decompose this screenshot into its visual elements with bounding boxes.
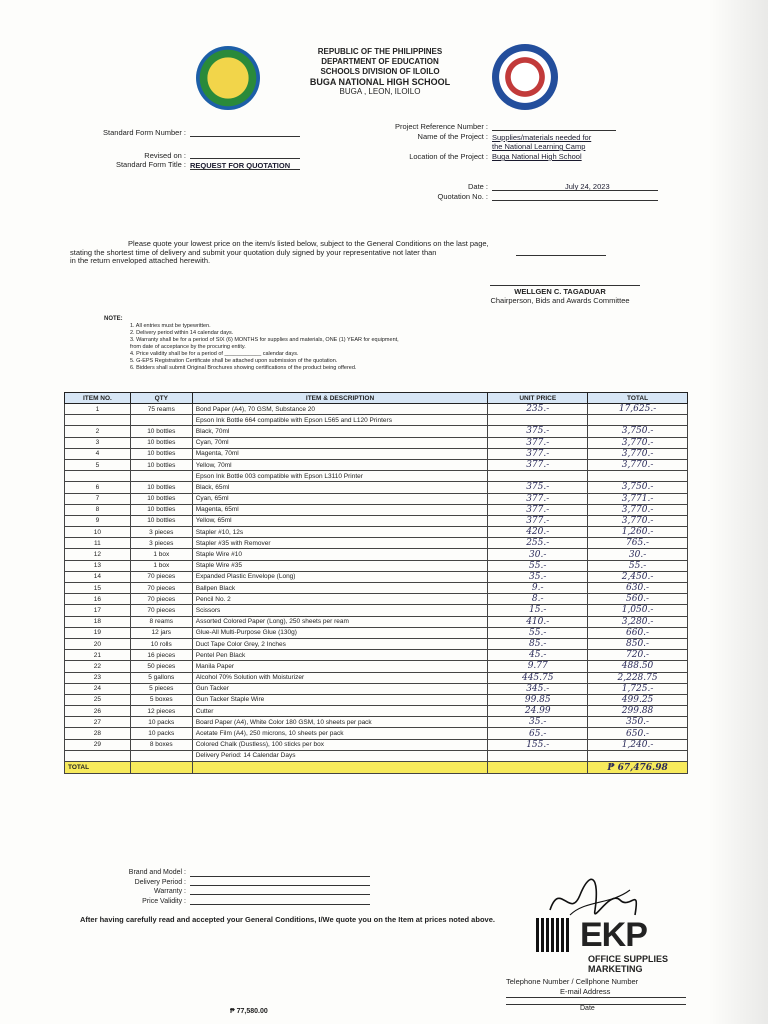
qty-cell: 8 boxes (130, 739, 192, 750)
qty-cell: 1 box (130, 549, 192, 560)
qty-cell: 12 jars (130, 627, 192, 638)
table-row (65, 560, 688, 571)
description-cell: Pencil No. 2 (192, 594, 488, 605)
total-cell: 2,228.75 (588, 672, 688, 683)
unit-price-cell: 375.- (488, 482, 588, 493)
qty-cell: 5 gallons (130, 672, 192, 683)
table-row (65, 661, 688, 672)
table-row (65, 515, 688, 526)
description-cell: Alcohol 70% Solution with Moisturizer (192, 672, 488, 683)
instructions-line1: Please quote your lowest price on the item/s listed below, subject to the General Conditions on the last page, (128, 239, 489, 248)
table-row (65, 616, 688, 627)
delivery-label: Delivery Period : (134, 878, 186, 886)
item-no-cell: 20 (65, 638, 131, 649)
total-cell: 488.50 (588, 661, 688, 672)
school-seal-icon (492, 44, 558, 110)
unit-price-cell: 65.- (488, 728, 588, 739)
unit-price-cell: 377.- (488, 437, 588, 448)
table-row (65, 672, 688, 683)
date-sign-label: Date (580, 1005, 595, 1012)
item-no-cell: 8 (65, 504, 131, 515)
instructions (70, 240, 590, 266)
description-cell: Yellow, 65ml (192, 515, 488, 526)
total-cell: 499.25 (588, 694, 688, 705)
qty-cell: 10 bottles (130, 515, 192, 526)
description-cell: Assorted Colored Paper (Long), 250 sheets per ream (192, 616, 488, 627)
qty-cell: 10 bottles (130, 504, 192, 515)
item-no-cell: 5 (65, 459, 131, 470)
item-no-cell: 9 (65, 515, 131, 526)
table-row (65, 594, 688, 605)
qty-cell: 70 pieces (130, 571, 192, 582)
deped-seal-icon (196, 46, 260, 110)
unit-price-cell: 24.99 (488, 706, 588, 717)
total-cell: 560.- (588, 594, 688, 605)
description-cell: Expanded Plastic Envelope (Long) (192, 571, 488, 582)
table-row (65, 415, 688, 426)
table-row (65, 571, 688, 582)
total-label: TOTAL (65, 762, 131, 774)
project-name-label: Name of the Project : (417, 132, 488, 141)
table-row (65, 437, 688, 448)
description-cell: Epson Ink Bottle 003 compatible with Epson L3110 Printer (192, 471, 488, 482)
description-cell: Bond Paper (A4), 70 GSM, Substance 20 (192, 404, 488, 415)
description-cell: Duct Tape Color Grey, 2 Inches (192, 638, 488, 649)
qty-cell: 10 bottles (130, 493, 192, 504)
qty-cell: 10 packs (130, 728, 192, 739)
item-no-cell: 15 (65, 583, 131, 594)
unit-price-cell: 155.- (488, 739, 588, 750)
total-cell (588, 750, 688, 761)
qty-cell: 5 pieces (130, 683, 192, 694)
table-row (65, 583, 688, 594)
project-reference-label: Project Reference Number : (395, 122, 488, 131)
description-cell: Staple Wire #10 (192, 549, 488, 560)
unit-price-cell: 8.- (488, 594, 588, 605)
qty-cell (130, 750, 192, 761)
table-row (65, 549, 688, 560)
item-no-cell: 29 (65, 739, 131, 750)
unit-price-cell: 9.77 (488, 661, 588, 672)
table-row (65, 448, 688, 459)
total-cell: 3,750.- (588, 482, 688, 493)
item-no-cell: 1 (65, 404, 131, 415)
supplier-stamp (530, 910, 690, 976)
table-row (65, 750, 688, 761)
item-no-cell: 21 (65, 650, 131, 661)
description-cell: Delivery Period: 14 Calendar Days (192, 750, 488, 761)
stamp-brand: EKP (580, 916, 647, 954)
project-name-line1: Supplies/materials needed for (492, 133, 592, 142)
standard-form-title: REQUEST FOR QUOTATION (190, 161, 291, 170)
quotation-table (64, 392, 688, 774)
description-cell: Colored Chalk (Dustless), 100 sticks per box (192, 739, 488, 750)
qty-cell: 50 pieces (130, 661, 192, 672)
item-no-cell: 28 (65, 728, 131, 739)
total-row (65, 762, 688, 774)
description-cell: Glue-All Multi-Purpose Glue (130g) (192, 627, 488, 638)
total-cell: 350.- (588, 717, 688, 728)
date-sign-line (506, 1004, 686, 1005)
table-row (65, 739, 688, 750)
item-no-cell: 6 (65, 482, 131, 493)
item-no-cell: 2 (65, 426, 131, 437)
unit-price-cell (488, 415, 588, 426)
description-cell: Staple Wire #35 (192, 560, 488, 571)
total-cell: 1,725.- (588, 683, 688, 694)
email-line (506, 997, 686, 998)
header-department: DEPARTMENT OF EDUCATION (321, 57, 439, 66)
validity-label: Price Validity : (142, 897, 186, 905)
total-cell: 850.- (588, 638, 688, 649)
qty-cell: 10 bottles (130, 459, 192, 470)
col-header-total: TOTAL (588, 393, 688, 404)
total-cell: 3,770.- (588, 515, 688, 526)
description-cell: Yellow, 70ml (192, 459, 488, 470)
description-cell: Gun Tacker (192, 683, 488, 694)
qty-cell: 10 packs (130, 717, 192, 728)
item-no-cell: 4 (65, 448, 131, 459)
standard-form-title-label: Standard Form Title : (115, 160, 186, 169)
item-no-cell: 27 (65, 717, 131, 728)
description-cell: Acetate Film (A4), 250 microns, 10 sheets per pack (192, 728, 488, 739)
instructions-line2: stating the shortest time of delivery and submit your quotation duly signed by your representative not later than (70, 247, 437, 257)
col-header-unit-price: UNIT PRICE (488, 393, 588, 404)
deadline-line (516, 255, 606, 256)
item-no-cell: 18 (65, 616, 131, 627)
bac-signatory (470, 287, 650, 305)
qty-cell: 10 bottles (130, 426, 192, 437)
table-row (65, 482, 688, 493)
qty-cell: 10 rolls (130, 638, 192, 649)
total-cell: 3,770.- (588, 504, 688, 515)
total-cell (588, 415, 688, 426)
item-no-cell: 17 (65, 605, 131, 616)
table-row (65, 728, 688, 739)
total-cell: 1,050.- (588, 605, 688, 616)
note-item: 4. Price validity shall be for a period of ____________ calendar days. (130, 351, 299, 357)
description-cell: Magenta, 70ml (192, 448, 488, 459)
note-item: from date of acceptance by the procuring entity. (130, 344, 246, 350)
total-cell: 2,450.- (588, 571, 688, 582)
revised-on-label: Revised on : (144, 151, 186, 160)
item-no-cell: 23 (65, 672, 131, 683)
qty-cell: 70 pieces (130, 594, 192, 605)
total-cell: 660.- (588, 627, 688, 638)
warranty-label: Warranty : (153, 888, 186, 895)
grand-total: ₱ 67,476.98 (588, 762, 688, 774)
unit-price-cell (488, 750, 588, 761)
qty-cell: 70 pieces (130, 605, 192, 616)
unit-price-cell: 55.- (488, 560, 588, 571)
qty-cell: 75 reams (130, 404, 192, 415)
date-label: Date : (467, 182, 488, 191)
total-cell: 3,280.- (588, 616, 688, 627)
note-title: NOTE: (104, 316, 123, 322)
header-school: BUGA NATIONAL HIGH SCHOOL (309, 77, 451, 87)
total-cell: 1,260.- (588, 527, 688, 538)
item-no-cell: 7 (65, 493, 131, 504)
table-row (65, 638, 688, 649)
table-row (65, 694, 688, 705)
unit-price-cell: 255.- (488, 538, 588, 549)
table-row (65, 426, 688, 437)
col-header-item-no: ITEM NO. (65, 393, 131, 404)
item-no-cell: 13 (65, 560, 131, 571)
stamp-emblem-icon (536, 918, 570, 952)
description-cell: Black, 65ml (192, 482, 488, 493)
description-cell: Epson Ink Bottle 664 compatible with Epson L565 and L120 Printers (192, 415, 488, 426)
table-row (65, 627, 688, 638)
unit-price-cell: 9.- (488, 583, 588, 594)
qty-cell: 10 bottles (130, 448, 192, 459)
qty-cell: 10 bottles (130, 437, 192, 448)
bidder-details (116, 868, 186, 906)
date-line (492, 190, 658, 191)
item-no-cell: 25 (65, 694, 131, 705)
project-reference-line (492, 130, 616, 131)
table-body (65, 404, 688, 762)
unit-price-cell: 345.- (488, 683, 588, 694)
letterhead (280, 47, 480, 97)
item-no-cell (65, 471, 131, 482)
item-no-cell (65, 415, 131, 426)
description-cell: Magenta, 65ml (192, 504, 488, 515)
unit-price-cell: 377.- (488, 515, 588, 526)
closing-statement: After having carefully read and accepted your General Conditions, I/We quote you on the Item at prices noted above. (80, 915, 495, 924)
page-shadow (708, 0, 768, 1024)
warranty-line (190, 894, 370, 895)
unit-price-cell: 445.75 (488, 672, 588, 683)
total-cell (588, 471, 688, 482)
description-cell: Board Paper (A4), White Color 180 GSM, 10 sheets per pack (192, 717, 488, 728)
unit-price-cell: 377.- (488, 459, 588, 470)
table-row (65, 471, 688, 482)
item-no-cell: 12 (65, 549, 131, 560)
table-row (65, 683, 688, 694)
project-location: Buga National High School (492, 152, 582, 161)
date-value: July 24, 2023 (565, 182, 610, 191)
description-cell: Stapler #35 with Remover (192, 538, 488, 549)
unit-price-cell: 235.- (488, 404, 588, 415)
item-no-cell: 16 (65, 594, 131, 605)
total-cell: 55.- (588, 560, 688, 571)
total-cell: 3,770.- (588, 437, 688, 448)
unit-price-cell: 30.- (488, 549, 588, 560)
unit-price-cell: 55.- (488, 627, 588, 638)
qty-cell: 10 bottles (130, 482, 192, 493)
note-item: 5. G-EPS Registration Certificate shall be attached upon submission of the quotation. (130, 358, 338, 364)
amount-note: ₱ 77,580.00 (230, 1008, 268, 1015)
table-header-row (65, 393, 688, 404)
item-no-cell: 3 (65, 437, 131, 448)
total-cell: 17,625.- (588, 404, 688, 415)
total-cell: 30.- (588, 549, 688, 560)
brand-line (190, 876, 370, 877)
qty-cell: 8 reams (130, 616, 192, 627)
note-item: 1. All entries must be typewritten. (130, 323, 211, 329)
total-cell: 299.88 (588, 706, 688, 717)
qty-cell (130, 471, 192, 482)
table-row (65, 493, 688, 504)
unit-price-cell: 99.85 (488, 694, 588, 705)
unit-price-cell: 377.- (488, 493, 588, 504)
unit-price-cell: 35.- (488, 717, 588, 728)
qty-cell: 12 pieces (130, 706, 192, 717)
qty-cell: 70 pieces (130, 583, 192, 594)
standard-form-number-line (190, 136, 300, 137)
item-no-cell: 24 (65, 683, 131, 694)
table-row (65, 650, 688, 661)
instructions-line3: in the return enveloped attached herewith. (70, 256, 211, 265)
note-item: 6. Bidders shall submit Original Brochures showing certifications of the product being offered. (130, 365, 357, 371)
quotation-no-label: Quotation No. : (437, 192, 488, 201)
revised-on-line (190, 158, 300, 159)
total-cell: 3,770.- (588, 448, 688, 459)
item-no-cell (65, 750, 131, 761)
col-header-description: ITEM & DESCRIPTION (192, 393, 488, 404)
unit-price-cell (488, 471, 588, 482)
total-cell: 3,750.- (588, 426, 688, 437)
table-row (65, 504, 688, 515)
project-name-line2: the National Learning Camp (492, 142, 586, 151)
table-row (65, 706, 688, 717)
unit-price-cell: 377.- (488, 448, 588, 459)
item-no-cell: 26 (65, 706, 131, 717)
notes (104, 316, 399, 372)
total-cell: 3,771.- (588, 493, 688, 504)
description-cell: Scissors (192, 605, 488, 616)
table-row (65, 717, 688, 728)
table-row (65, 605, 688, 616)
brand-label: Brand and Model : (128, 869, 186, 876)
standard-form-number-label: Standard Form Number : (103, 128, 186, 137)
description-cell: Pentel Pen Black (192, 650, 488, 661)
qty-cell: 3 pieces (130, 527, 192, 538)
phone-label: Telephone Number / Cellphone Number (506, 977, 639, 986)
unit-price-cell: 35.- (488, 571, 588, 582)
qty-cell (130, 415, 192, 426)
unit-price-cell: 420.- (488, 527, 588, 538)
total-cell: 3,770.- (588, 459, 688, 470)
description-cell: Cyan, 70ml (192, 437, 488, 448)
unit-price-cell: 85.- (488, 638, 588, 649)
quotation-no-line (492, 200, 658, 201)
signatory-title: Chairperson, Bids and Awards Committee (490, 296, 630, 305)
note-item: 2. Delivery period within 14 calendar days. (130, 330, 234, 336)
table-row (65, 404, 688, 415)
unit-price-cell: 375.- (488, 426, 588, 437)
table-row (65, 459, 688, 470)
qty-cell: 3 pieces (130, 538, 192, 549)
total-cell: 650.- (588, 728, 688, 739)
unit-price-cell: 45.- (488, 650, 588, 661)
note-item: 3. Warranty shall be for a period of SIX (6) MONTHS for supplies and materials, ONE (1) YEAR for equipment, (130, 337, 399, 343)
description-cell: Black, 70ml (192, 426, 488, 437)
validity-line (190, 904, 370, 905)
description-cell: Ballpen Black (192, 583, 488, 594)
total-cell: 765.- (588, 538, 688, 549)
description-cell: Cyan, 65ml (192, 493, 488, 504)
signature-line (490, 285, 640, 286)
item-no-cell: 19 (65, 627, 131, 638)
item-no-cell: 10 (65, 527, 131, 538)
total-cell: 630.- (588, 583, 688, 594)
project-location-label: Location of the Project : (409, 152, 488, 161)
unit-price-cell: 410.- (488, 616, 588, 627)
description-cell: Stapler #10, 12s (192, 527, 488, 538)
qty-cell: 1 box (130, 560, 192, 571)
description-cell: Cutter (192, 706, 488, 717)
total-cell: 1,240.- (588, 739, 688, 750)
qty-cell: 16 pieces (130, 650, 192, 661)
standard-form-title-line (190, 169, 300, 170)
description-cell: Manila Paper (192, 661, 488, 672)
signatory-name: WELLGEN C. TAGADUAR (514, 287, 606, 296)
unit-price-cell: 377.- (488, 504, 588, 515)
delivery-line (190, 885, 370, 886)
qty-cell: 5 boxes (130, 694, 192, 705)
header-address: BUGA , LEON, ILOILO (339, 87, 421, 96)
item-no-cell: 22 (65, 661, 131, 672)
total-cell: 720.- (588, 650, 688, 661)
unit-price-cell: 15.- (488, 605, 588, 616)
description-cell: Gun Tacker Staple Wire (192, 694, 488, 705)
item-no-cell: 11 (65, 538, 131, 549)
stamp-name: OFFICE SUPPLIES MARKETING (588, 954, 669, 974)
table-row (65, 527, 688, 538)
col-header-qty: QTY (130, 393, 192, 404)
table-row (65, 538, 688, 549)
header-division: SCHOOLS DIVISION OF ILOILO (320, 67, 440, 76)
header-republic: REPUBLIC OF THE PHILIPPINES (317, 47, 443, 56)
item-no-cell: 14 (65, 571, 131, 582)
email-label: E-mail Address (560, 987, 611, 996)
